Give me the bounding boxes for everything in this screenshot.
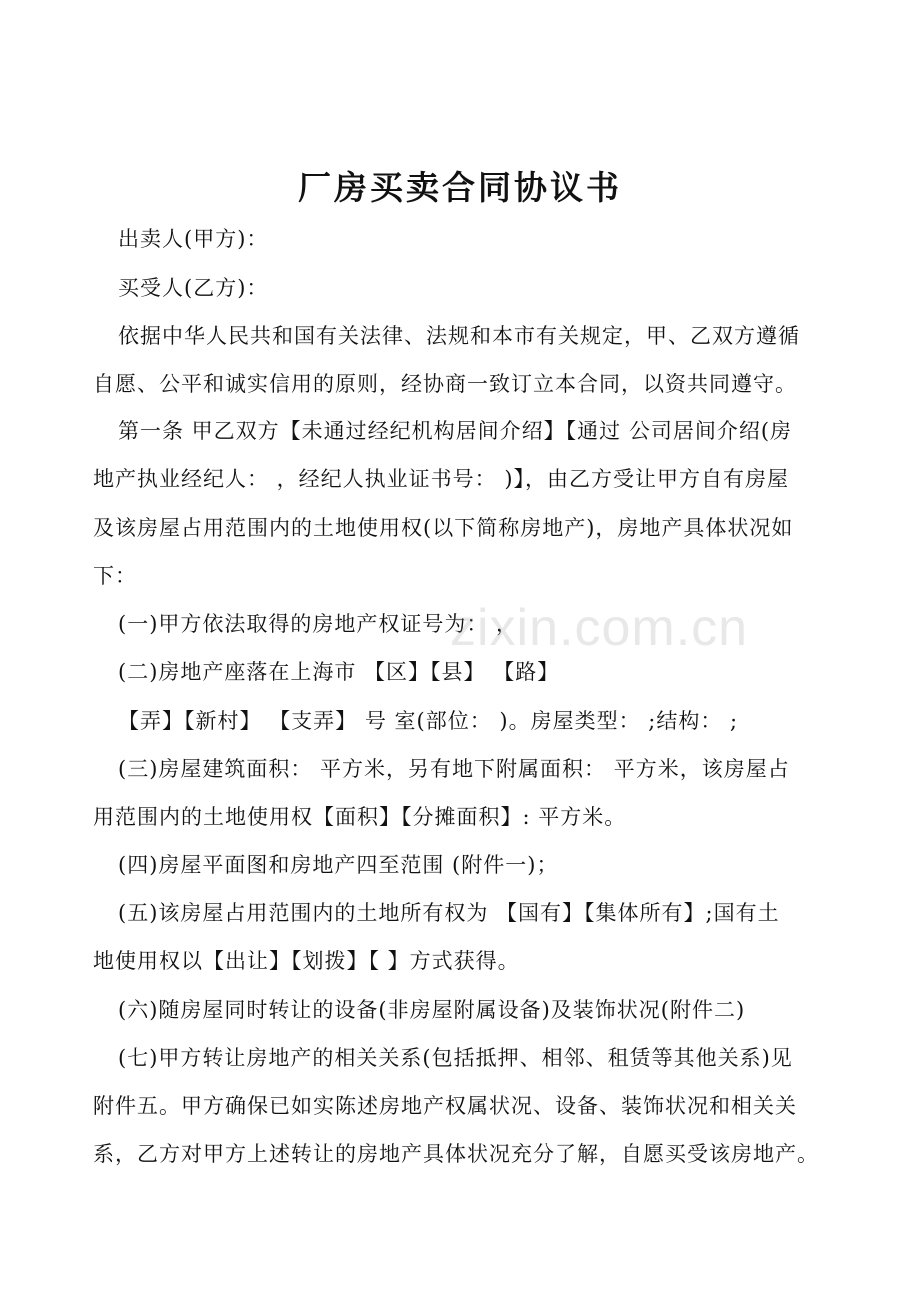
item-7-line-3: 系，乙方对甲方上述转让的房地产具体状况充分了解，自愿买受该房地产。: [93, 1142, 819, 1166]
item-5-line-2: 地使用权以【出让】【划拨】【 】方式获得。: [93, 949, 520, 973]
item-6-line: (六)随房屋同时转让的设备(非房屋附属设备)及装饰状况(附件二): [118, 998, 746, 1022]
item-7-line-2: 附件五。甲方确保已如实陈述房地产权属状况、设备、装饰状况和相关关: [93, 1094, 797, 1118]
preamble-line-2: 自愿、公平和诚实信用的原则，经协商一致订立本合同，以资共同遵守。: [93, 372, 797, 396]
item-4-line: (四)房屋平面图和房地产四至范围 (附件一)；: [118, 853, 559, 877]
item-3-line-2: 用范围内的土地使用权【面积】【分摊面积】: 平方米。: [93, 805, 627, 829]
item-5-line-1: (五)该房屋占用范围内的土地所有权为 【国有】【集体所有】;国有土: [118, 901, 780, 925]
buyer-line: 买受人(乙方)：: [118, 276, 269, 300]
seller-line: 出卖人(甲方)：: [118, 227, 269, 251]
watermark: zixin.com.cn: [450, 599, 749, 657]
item-2-line-1: (二)房地产座落在上海市 【区】【县】 【路】: [118, 660, 560, 684]
preamble-line-1: 依据中华人民共和国有关法律、法规和本市有关规定，甲、乙双方遵循: [118, 324, 800, 348]
item-7-line-1: (七)甲方转让房地产的相关关系(包括抵押、相邻、租赁等其他关系)见: [118, 1046, 793, 1070]
article-1-line-2: 地产执业经纪人： ，经纪人执业证书号： )】，由乙方受让甲方自有房屋: [93, 467, 790, 491]
item-2-line-2: 【弄】【新村】 【支弄】 号 室(部位： )。房屋类型： ;结构： ;: [118, 709, 739, 733]
item-3-line-1: (三)房屋建筑面积： 平方米，另有地下附属面积： 平方米，该房屋占: [118, 757, 790, 781]
document-title: 厂房买卖合同协议书: [298, 168, 622, 207]
article-1-line-4: 下：: [93, 564, 137, 588]
article-1-line-3: 及该房屋占用范围内的土地使用权(以下简称房地产)，房地产具体状况如: [93, 516, 794, 540]
article-1-line-1: 第一条 甲乙双方【未通过经纪机构居间介绍】【通过 公司居间介绍(房: [118, 419, 793, 443]
item-1-line: (一)甲方依法取得的房地产权证号为： ，: [118, 612, 519, 636]
